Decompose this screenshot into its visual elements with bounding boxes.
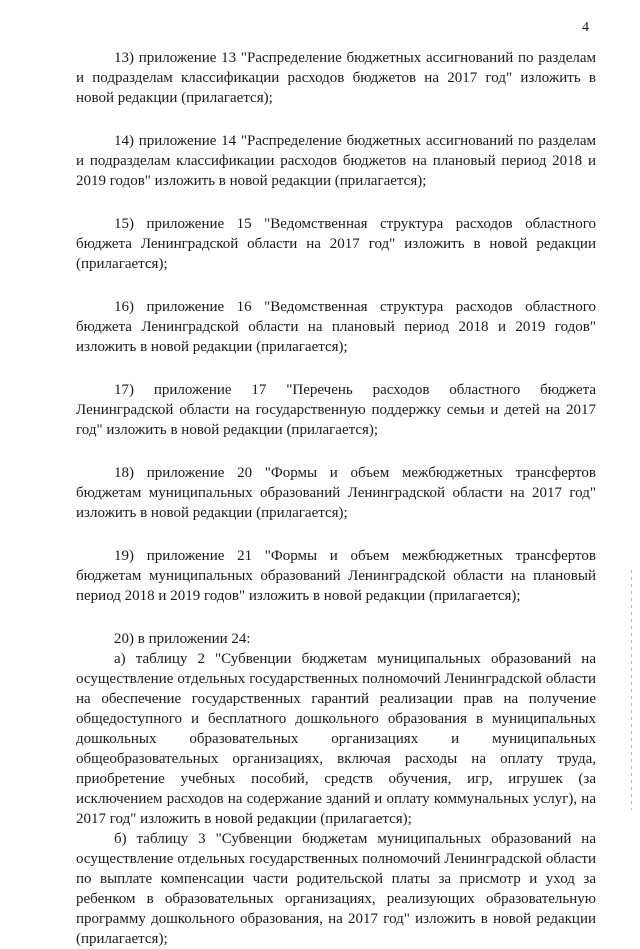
paragraph-item-13: 13) приложение 13 "Распределение бюджетных ассигнований по разделам и подразделам классификации расходов бюджетов на 2017 год" изложить в новой редакции (прилагается); (76, 50, 596, 106)
paragraph-item-19: 19) приложение 21 "Формы и объем межбюджетных трансфертов бюджетам муниципальных образований Ленинградской области на плановый период 2018 и 2019 годов" изложить в новой редакции (прилагается); (76, 548, 596, 604)
paragraph-item-16: 16) приложение 16 "Ведомственная структура расходов областного бюджета Ленинградской области на плановый период 2018 и 2019 годов" изложить в новой редакции (прилагается); (76, 299, 596, 355)
scan-edge-mark (631, 570, 632, 810)
page-number: 4 (582, 20, 589, 35)
paragraph-item-17: 17) приложение 17 "Перечень расходов областного бюджета Ленинградской области на государственную поддержку семьи и детей на 2017 год" изложить в новой редакции (прилагается); (76, 382, 596, 438)
paragraph-item-20-b: б) таблицу 3 "Субвенции бюджетам муниципальных образований на осуществление отдельных государственных полномочий Ленинградской области по выплате компенсации части родительской платы за присмотр и уход за ребенком в образовательных организациях, реализующих образовательную программу дошкольного образования, на 2017 год" изложить в новой редакции (прилагается); (76, 831, 596, 947)
paragraph-item-20-a: а) таблицу 2 "Субвенции бюджетам муниципальных образований на осуществление отдельных государственных полномочий Ленинградской области на обеспечение государственных гарантий реализации прав на получение общедоступного и бесплатного дошкольного образования в муниципальных дошкольных образовательных организациях и муниципальных общеобразовательных организациях, включая расходы на оплату труда, приобретение учебных пособий, средств обучения, игр, игрушек (за исключением расходов на содержание зданий и оплату коммунальных услуг), на 2017 год" изложить в новой редакции (прилагается); (76, 651, 596, 827)
document-body (76, 48, 596, 949)
paragraph-item-20-heading: 20) в приложении 24: (114, 631, 251, 647)
paragraph-item-14: 14) приложение 14 "Распределение бюджетных ассигнований по разделам и подразделам классификации расходов бюджетов на плановый период 2018 и 2019 годов" изложить в новой редакции (прилагается); (76, 133, 596, 189)
paragraph-item-18: 18) приложение 20 "Формы и объем межбюджетных трансфертов бюджетам муниципальных образований Ленинградской области на 2017 год" изложить в новой редакции (прилагается); (76, 465, 596, 521)
paragraph-item-15: 15) приложение 15 "Ведомственная структура расходов областного бюджета Ленинградской области на 2017 год" изложить в новой редакции (прилагается); (76, 216, 596, 272)
